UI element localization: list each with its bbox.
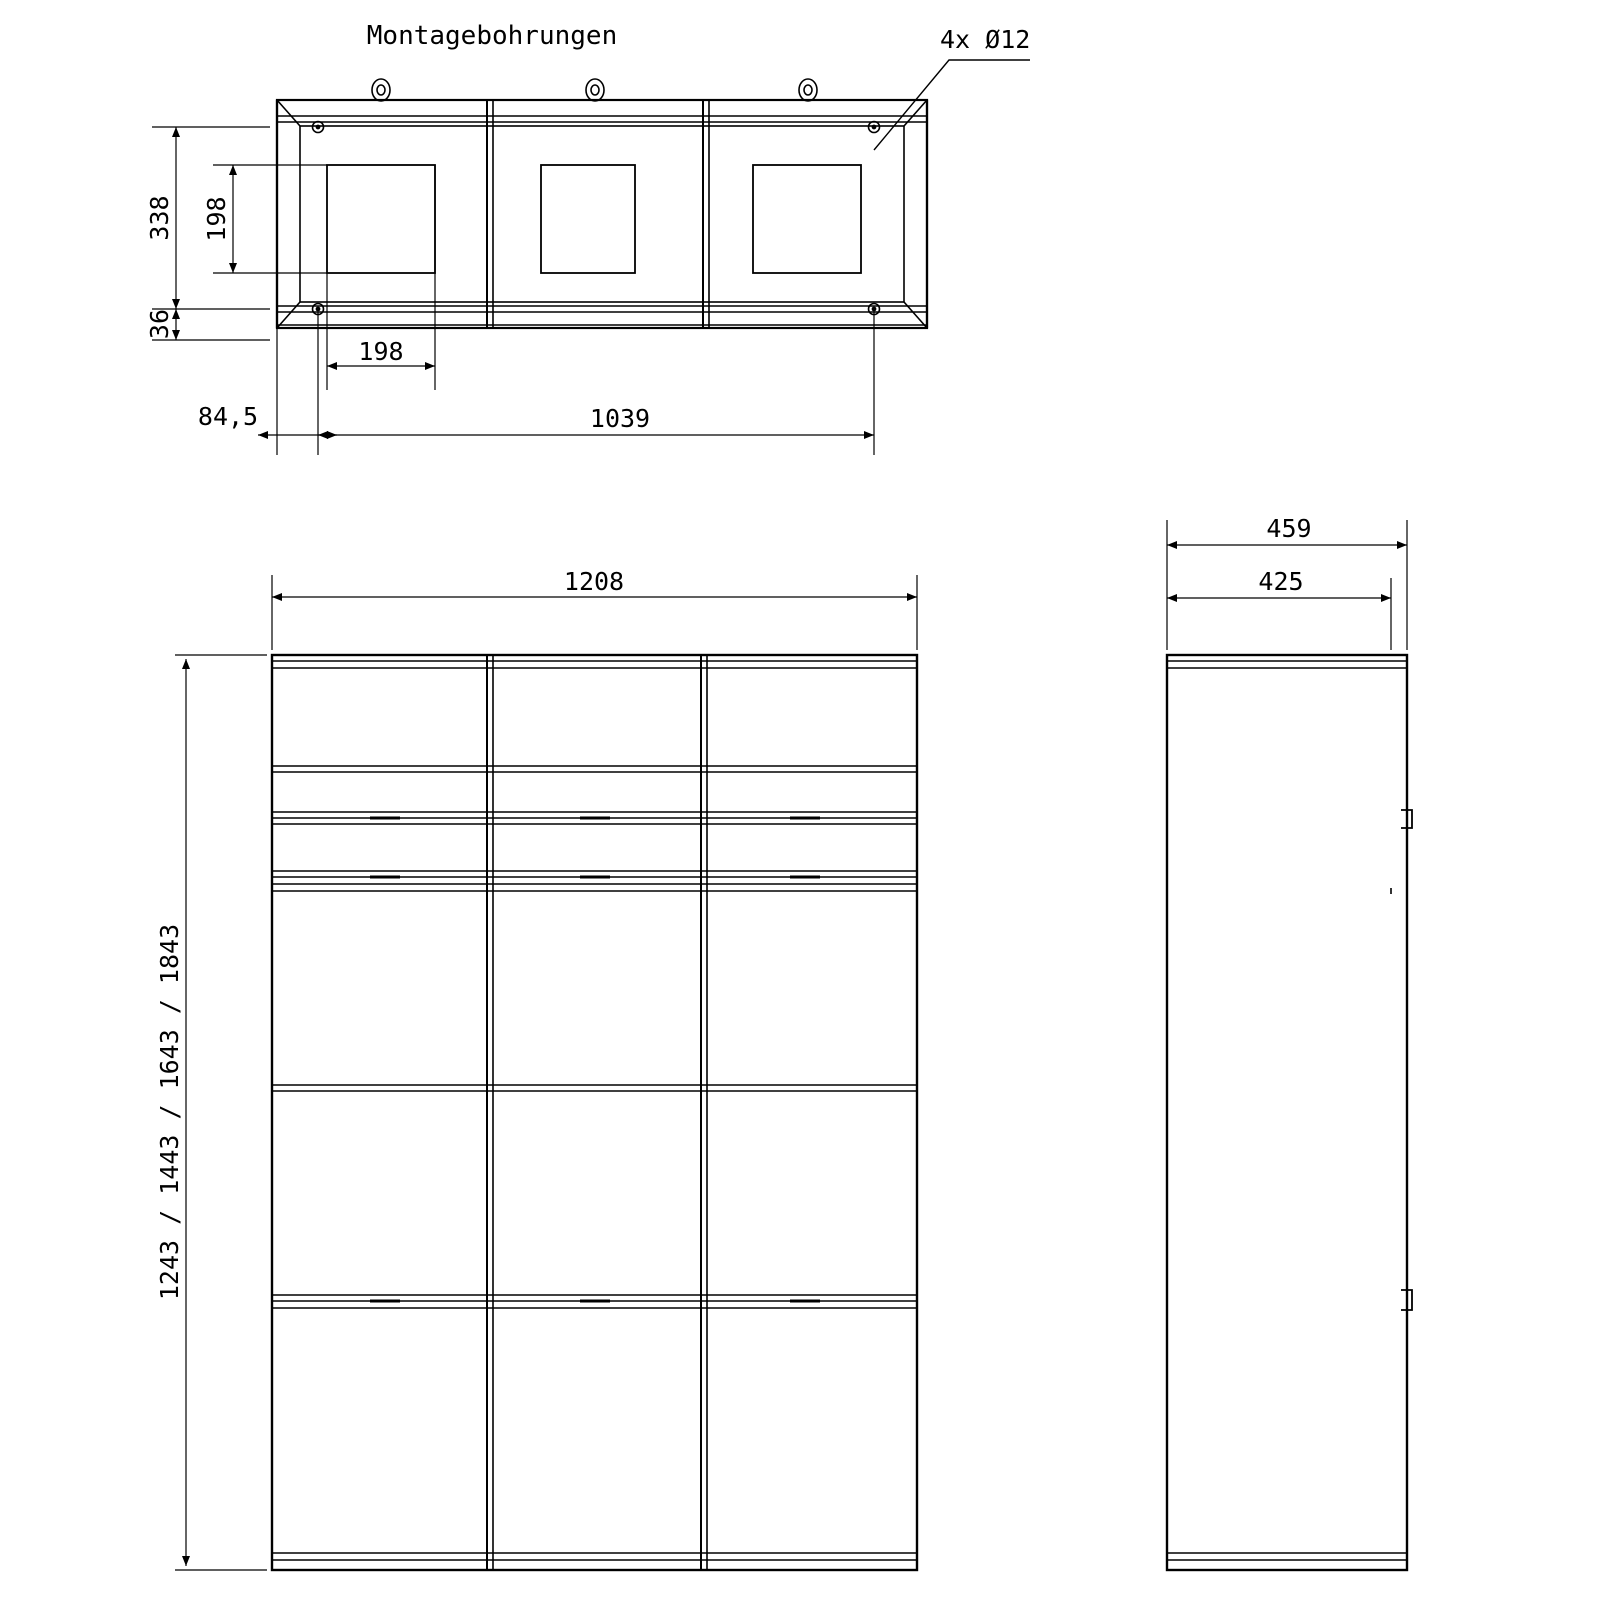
dim-36-label: 36: [145, 308, 174, 340]
front-view-dimensions: [175, 575, 917, 1570]
dim-height-options-label: 1243 / 1443 / 1643 / 1843: [155, 923, 184, 1301]
dim-425-label: 425: [1258, 567, 1304, 596]
mounting-hole: [869, 122, 880, 133]
hanger-fitting: [586, 79, 604, 101]
dim-198-vertical-label: 198: [202, 196, 231, 242]
dim-84-5-label: 84,5: [197, 402, 259, 431]
dim-1039-label: 1039: [589, 404, 651, 433]
dim-198-horizontal-label: 198: [358, 337, 404, 366]
hole-callout-label: 4x Ø12: [940, 25, 1031, 54]
dim-1208-label: 1208: [563, 567, 625, 596]
hole-callout-leader: [874, 60, 1030, 150]
front-view-geometry: [272, 655, 917, 1570]
dim-459-label: 459: [1266, 514, 1312, 543]
hanger-fitting: [799, 79, 817, 101]
drawing-title: Montagebohrungen: [366, 21, 618, 51]
top-view-geometry: [277, 79, 927, 328]
top-view-dimensions: [152, 127, 874, 455]
hanger-fitting: [372, 79, 390, 101]
side-view-geometry: [1167, 655, 1412, 1570]
dim-338-label: 338: [145, 195, 174, 241]
mounting-hole: [313, 122, 324, 133]
